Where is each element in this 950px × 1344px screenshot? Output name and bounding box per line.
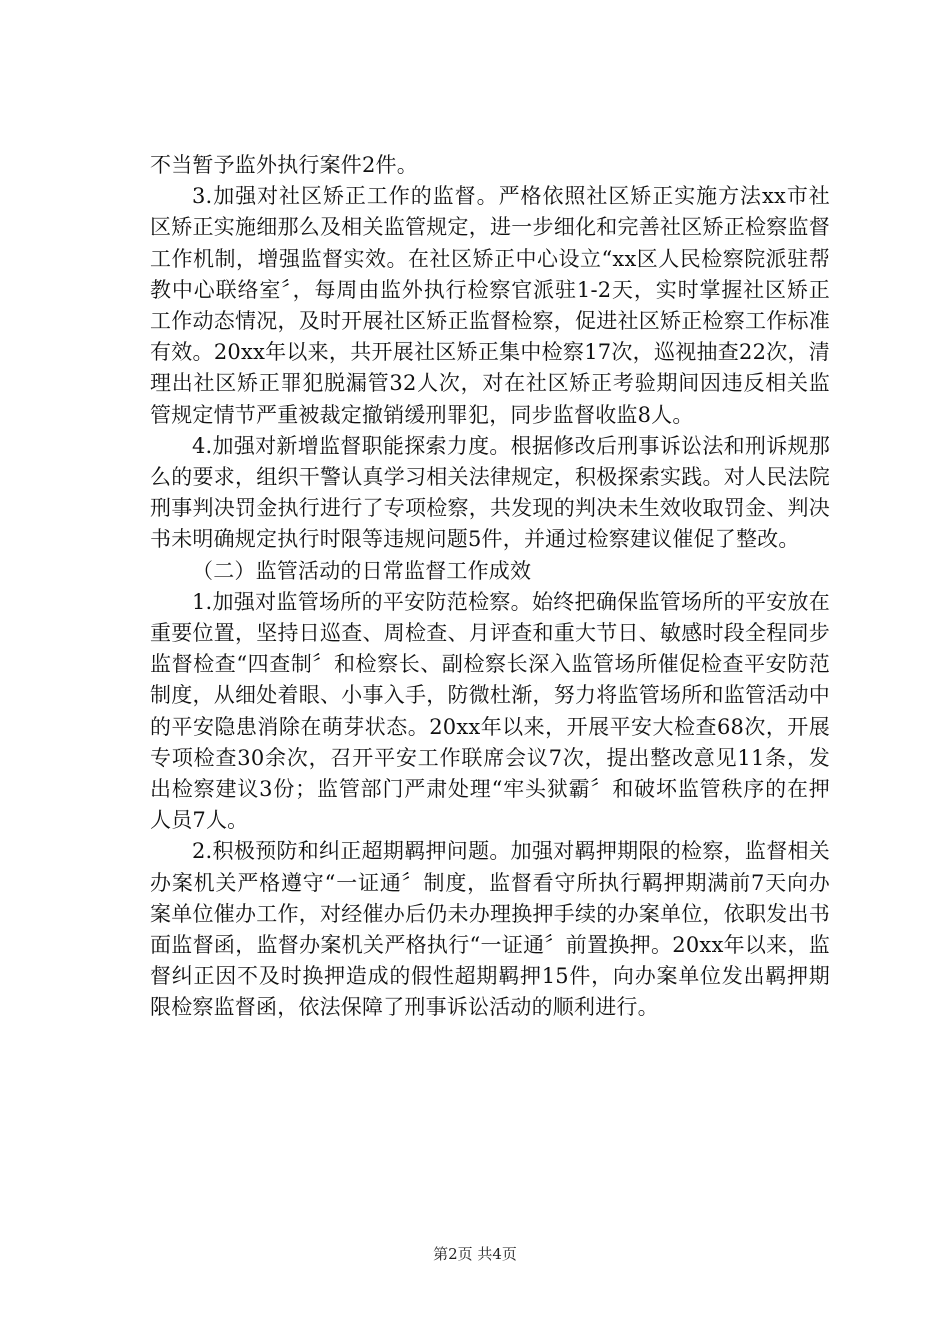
page-footer: 第2页 共4页 xyxy=(433,1245,517,1263)
paragraph-community-correction: 3.加强对社区矫正工作的监督。严格依照社区矫正实施方法xx市社区矫正实施细那么及相关监管规定，进一步细化和完善社区矫正检察监督工作机制，增强监督实效。在社区矫正中心设立“xx区人民检察院派驻帮教中心联络室〞，每周由监外执行检察官派驻1-2天，实时掌握社区矫正工作动态情况，及时开展社区矫正监督检察，促进社区矫正检察工作标准有效。20xx年以来，共开展社区矫正集中检察17次，巡视抽查22次，清理出社区矫正罪犯脱漏管32人次，对在社区矫正考验期间因违反相关监管规定情节严重被裁定撤销缓刑罪犯，同步监督收监8人。 xyxy=(150,184,830,427)
paragraph-safety-inspection: 1.加强对监管场所的平安防范检察。始终把确保监管场所的平安放在重要位置，坚持日巡查、周检查、月评查和重大节日、敏感时段全程同步监督检查“四查制〞和检察长、副检察长深入监管场所催促检查平安防范制度，从细处着眼、小事入手，防微杜渐，努力将监管场所和监管活动中的平安隐患消除在萌芽状态。20xx年以来，开展平安大检查68次，开展专项检查30余次，召开平安工作联席会议7次，提出整改意见11条，发出检察建议3份；监管部门严肃处理“牢头狱霸〞和破坏监管秩序的在押人员7人。 xyxy=(150,589,830,833)
paragraph-new-supervision: 4.加强对新增监督职能探索力度。根据修改后刑事诉讼法和刑诉规那么的要求，组织干警认真学习相关法律规定，积极探索实践。对人民法院刑事判决罚金执行进行了专项检察，共发现的判决未生效收取罚金、判决书未明确规定执行时限等违规问题5件，并通过检察建议催促了整改。 xyxy=(150,433,830,552)
section-heading: （二）监管活动的日常监督工作成效 xyxy=(192,558,532,583)
document-body xyxy=(150,150,830,1024)
paragraph-overdue-detention: 2.积极预防和纠正超期羁押问题。加强对羁押期限的检察，监督相关办案机关严格遵守“一证通〞制度，监督看守所执行羁押期满前7天向办案单位催办工作，对经催办后仍未办理换押手续的办案单位，依职发出书面监督函，监督办案机关严格执行“一证通〞前置换押。20xx年以来，监督纠正因不及时换押造成的假性超期羁押15件，向办案单位发出羁押期限检察监督函，依法保障了刑事诉讼活动的顺利进行。 xyxy=(150,839,830,1020)
paragraph-continuation: 不当暂予监外执行案件2件。 xyxy=(150,153,418,177)
